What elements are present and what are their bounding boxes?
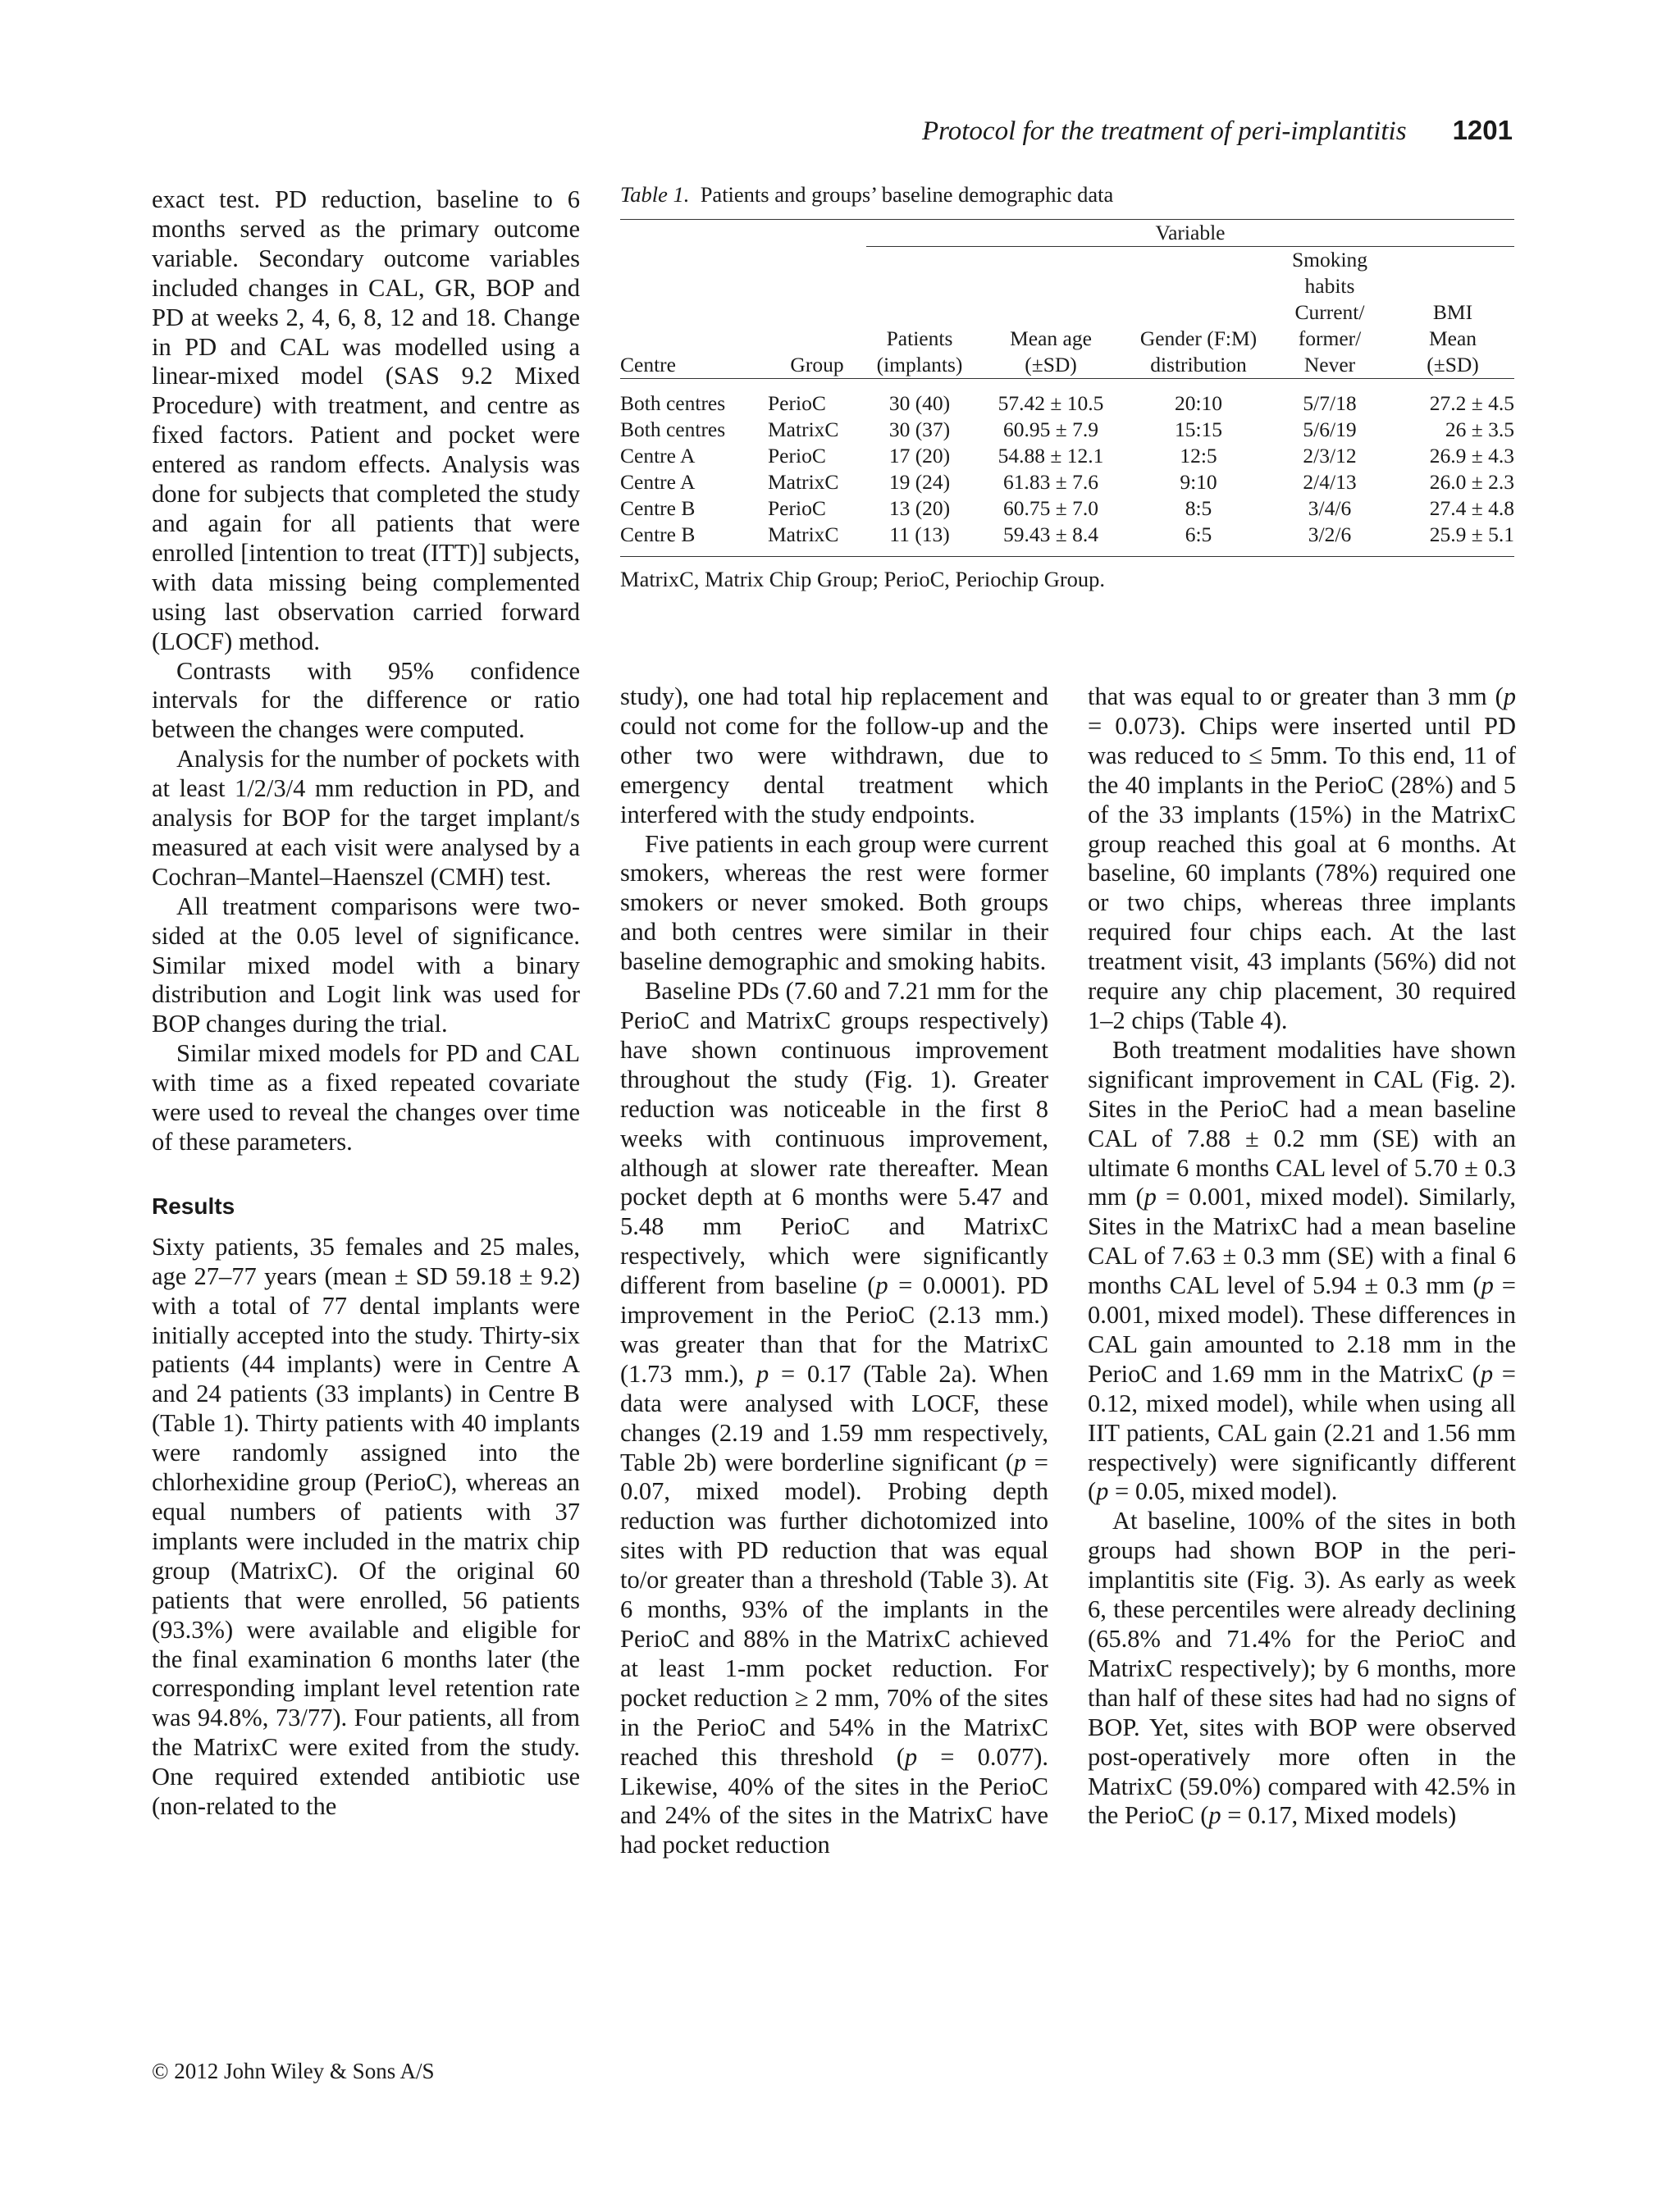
col-header-gender: Gender (F:M) distribution xyxy=(1129,247,1268,379)
table-row: Centre B PerioC 13 (20) 60.75 ± 7.0 8:5 3/4/6 27.4 ± 4.8 xyxy=(620,496,1514,520)
col-header-smoking: Smoking habits Current/ former/ Never xyxy=(1268,247,1391,379)
demographics-table xyxy=(620,219,1514,557)
left-column xyxy=(152,185,580,1822)
body-paragraph: study), one had total hip replacement and could not come for the follow-up and the other two were withdrawn, due to emergency dental treatment which interfered with the study endpoints. xyxy=(620,682,1048,828)
table-row: Both centres PerioC 30 (40) 57.42 ± 10.5 20:10 5/7/18 27.2 ± 4.5 xyxy=(620,391,1514,415)
table-caption xyxy=(620,182,1514,208)
body-paragraph: exact test. PD reduction, baseline to 6 months served as the primary outcome variable. Secondary outcome variables included changes in CAL, GR, BOP and PD at weeks 2, 4, 6, 8, 12 and 18. Change in PD and CAL was modelled using a linear-mixed model (SAS 9.2 Mixed Procedure) with treatment, and centre as fixed factors. Patient and pocket were entered as random effects. Analysis was done for subjects that completed the study and again for all patients that were enrolled [intention to treat (ITT)] subjects, with data missing being complemented using last observation carried forward (LOCF) method. xyxy=(152,185,580,655)
col-header-group: Group xyxy=(768,247,866,379)
page-header xyxy=(922,115,1513,156)
body-paragraph: Contrasts with 95% confidence intervals for the difference or ratio between the changes were computed. xyxy=(152,656,580,744)
body-paragraph: Both treatment modalities have shown significant improvement in CAL (Fig. 2). Sites in the PerioC had a mean baseline CAL of 7.88 ± 0.2 mm (SE) with an ultimate 6 months CAL level of 5.70 ± 0.3 mm (p = 0.001, mixed model). Similarly, Sites in the MatrixC had a mean baseline CAL of 7.63 ± 0.3 mm (SE) with a final 6 months CAL level of 5.94 ± 0.3 mm (p = 0.001, mixed model). These differences in CAL gain amounted to 2.18 mm in the PerioC and 1.69 mm in the MatrixC (p = 0.12, mixed model), while when using all IIT patients, CAL gain (2.21 and 1.56 mm respectively) were significantly different (p = 0.05, mixed model). xyxy=(1088,1035,1517,1506)
table-variable-row xyxy=(620,220,1514,247)
table-footnote: MatrixC, Matrix Chip Group; PerioC, Periochip Group. xyxy=(620,567,1106,591)
col-header-centre: Centre xyxy=(620,247,768,379)
table-1 xyxy=(620,182,1514,592)
body-paragraph: At baseline, 100% of the sites in both groups had shown BOP in the peri-implantitis site (Fig. 3). As early as week 6, these percentiles were already declining (65.8% and 71.4% for the PerioC and MatrixC respectively); by 6 months, more than half of these sites had had no signs of BOP. Yet, sites with BOP were observed post-operatively more often in the MatrixC (59.0%) compared with 42.5% in the PerioC (p = 0.17, Mixed models) xyxy=(1088,1507,1516,1830)
right-column xyxy=(1088,682,1516,1831)
body-paragraph: Similar mixed models for PD and CAL with time as a fixed repeated covariate were used to reveal the changes over time of these parameters. xyxy=(152,1039,580,1156)
col-header-bmi: BMI Mean (±SD) xyxy=(1391,247,1514,379)
body-paragraph: Sixty patients, 35 females and 25 males, age 27–77 years (mean ± SD 59.18 ± 9.2) with a total of 77 dental implants were initially accepted into the study. Thirty-six patients (44 implants) were in Centre A and 24 patients (33 implants) in Centre B (Table 1). Thirty patients with 40 implants were randomly assigned into the chlorhexidine group (PerioC), whereas an equal numbers of patients with 37 implants were included in the matrix chip group (MatrixC). Of the original 60 patients that were enrolled, 56 patients (93.3%) were available and eligible for the final examination 6 months later (the corresponding implant level retention rate was 94.8%, 73/77). Four patients, all from the MatrixC were exited from the study. One required extended antibiotic use (non-related to the xyxy=(152,1232,580,1821)
body-paragraph: Analysis for the number of pockets with at least 1/2/3/4 mm reduction in PD, and analysis for BOP for the target implant/s measured at each visit were analysed by a Cochran–Mantel–Haenszel (CMH) test. xyxy=(152,745,580,891)
table-row: Centre A MatrixC 19 (24) 61.83 ± 7.6 9:10 2/4/13 26.0 ± 2.3 xyxy=(620,470,1514,494)
middle-column xyxy=(620,682,1048,1860)
col-header-patients: Patients (implants) xyxy=(866,247,973,379)
body-paragraph: that was equal to or greater than 3 mm (p = 0.073). Chips were inserted until PD was reduced to ≤ 5mm. To this end, 11 of the 40 implants in the PerioC (28%) and 5 of the 33 implants (15%) in the MatrixC group reached this goal at 6 months. At baseline, 60 implants (78%) required one or two chips, whereas three implants required four chips each. At the last treatment visit, 43 implants (56%) did not require any chip placement, 30 required 1–2 chips (Table 4). xyxy=(1088,682,1516,1034)
table-title: Patients and groups’ baseline demographic data xyxy=(700,182,1114,207)
table-label: Table 1. xyxy=(620,182,690,207)
results-heading: Results xyxy=(152,1193,235,1219)
table-row: Both centres MatrixC 30 (37) 60.95 ± 7.9 15:15 5/6/19 26 ± 3.5 xyxy=(620,417,1514,441)
col-header-mean-age: Mean age (±SD) xyxy=(973,247,1129,379)
body-paragraph: All treatment comparisons were two-sided at the 0.05 level of significance. Similar mixed model with a binary distribution and Logit link was used for BOP changes during the trial. xyxy=(152,892,580,1038)
running-title: Protocol for the treatment of peri-implantitis xyxy=(921,116,1407,146)
body-paragraph: Five patients in each group were current smokers, whereas the rest were former smokers or never smoked. Both groups and both centres were similar in their baseline demographic and smoking habits. xyxy=(620,829,1048,976)
table-header-row xyxy=(620,247,1514,379)
copyright-footer: © 2012 John Wiley & Sons A/S xyxy=(152,2059,435,2083)
variable-header: Variable xyxy=(866,220,1514,247)
table-row: Centre A PerioC 17 (20) 54.88 ± 12.1 12:5 2/3/12 26.9 ± 4.3 xyxy=(620,444,1514,468)
table-row: Centre B MatrixC 11 (13) 59.43 ± 8.4 6:5 3/2/6 25.9 ± 5.1 xyxy=(620,522,1514,557)
page-number: 1201 xyxy=(1452,115,1513,145)
body-paragraph: Baseline PDs (7.60 and 7.21 mm for the PerioC and MatrixC groups respectively) have shown continuous improvement throughout the study (Fig. 1). Greater reduction was noticeable in the first 8 weeks with continuous improvement, although at slower rate thereafter. Mean pocket depth at 6 months were 5.47 and 5.48 mm PerioC and MatrixC respectively, which were significantly different from baseline (p = 0.0001). PD improvement in the PerioC (2.13 mm.) was greater than that for the MatrixC (1.73 mm.), p = 0.17 (Table 2a). When data were analysed with LOCF, these changes (2.19 and 1.59 mm respectively, Table 2b) were borderline significant (p = 0.07, mixed model). Probing depth reduction was further dichotomized into sites with PD reduction that was equal to/or greater than a threshold (Table 3). At 6 months, 93% of the implants in the PerioC and 88% in the MatrixC achieved at least 1-mm pocket reduction. For pocket reduction ≥ 2 mm, 70% of the sites in the PerioC and 54% in the MatrixC reached this threshold (p = 0.077). Likewise, 40% of the sites in the PerioC and 24% of the sites in the MatrixC have had pocket reduction xyxy=(620,977,1049,1859)
